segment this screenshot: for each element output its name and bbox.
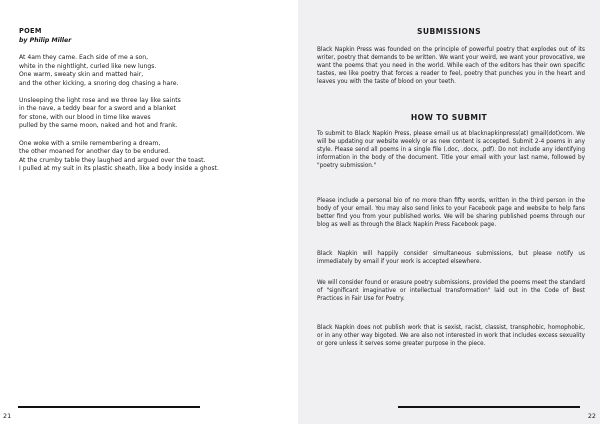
submission-instructions-paragraph: To submit to Black Napkin Press, please email us at blacknapkinpress(at) gmail(dot)com. We will be updating our website weekly or as new content is accepted. Submit 2-4 poems in any style. Please send all poems in a single file (.doc, .docx, .pdf). Do not include any identifying information in the body of the document. Title your email with your last name, followed by "poetry submission." — [317, 131, 585, 170]
how-to-submit-heading: HOW TO SUBMIT — [410, 113, 488, 122]
poem-line: in the nave, a teddy bear for a sword and a blanket — [19, 105, 176, 113]
poem-line: Unsleeping the light rose and we three lay like saints — [19, 96, 181, 104]
poem-title: POEM — [19, 27, 42, 35]
submissions-heading: SUBMISSIONS — [417, 27, 481, 36]
page-number: 22 — [587, 412, 596, 420]
poem-stanza-2 — [19, 97, 291, 131]
poem-stanza-3 — [19, 140, 291, 174]
bio-paragraph: Please include a personal bio of no more than fifty words, written in the third person in the body of your email. You may also send links to your Facebook page and website to help fans better find you from your published works. We will be sharing published poems through our blog as well as through the Black Napkin Press Facebook page. — [317, 198, 585, 229]
page-number: 21 — [3, 412, 12, 420]
poem-body — [19, 54, 291, 182]
poem-line: At the crumby table they laughed and argued over the toast. — [19, 156, 206, 164]
intro-paragraph: Black Napkin Press was founded on the principle of powerful poetry that explodes out of its writer, poetry that demands to be written. We want your weird, we want your provocative, we want the poems that you need in the world. While each of the editors has their own specific tastes, we like poetry that forces a reader to feel, poetry that punches you in the heart and leaves you with the taste of blood on your teeth. — [317, 47, 585, 86]
poem-line: One woke with a smile remembering a dream, — [19, 139, 161, 147]
poem-line: white in the nightlight, curled like new lungs. — [19, 62, 157, 70]
content-policy-paragraph: Black Napkin does not publish work that is sexist, racist, classist, transphobic, homophobic, or in any other way bigoted. We are also not interested in work that includes excess sexuality or gore unless it serves some greater purpose in the piece. — [317, 325, 585, 348]
poem-line: the other moaned for another day to be endured. — [19, 148, 171, 156]
poem-author: by Philip Miller — [19, 37, 72, 44]
left-page — [0, 0, 298, 424]
simultaneous-submissions-paragraph: Black Napkin will happily consider simultaneous submissions, but please notify us immediately by email if your work is accepted elsewhere. — [317, 251, 585, 266]
footer-rule — [18, 406, 200, 408]
right-page — [298, 0, 600, 424]
poem-stanza-1 — [19, 54, 291, 88]
poem-line: One warm, sweaty skin and matted hair, — [19, 71, 144, 79]
footer-rule — [398, 406, 580, 408]
found-poetry-paragraph: We will consider found or erasure poetry submissions, provided the poems meet the standard of "significant imaginative or intellectual transformation" laid out in the Code of Best Practices in Fair Use for Poetry. — [317, 280, 585, 303]
poem-line: At 4am they came. Each side of me a son, — [19, 54, 149, 61]
poem-line: I pulled at my suit in its plastic sheath, like a body inside a ghost. — [19, 165, 219, 173]
poem-line: for stone, with our blood in time like waves — [19, 113, 151, 121]
poem-line: pulled by the same moon, naked and hot and frank. — [19, 122, 178, 130]
poem-line: and the other kicking, a snoring dog chasing a hare. — [19, 79, 179, 87]
